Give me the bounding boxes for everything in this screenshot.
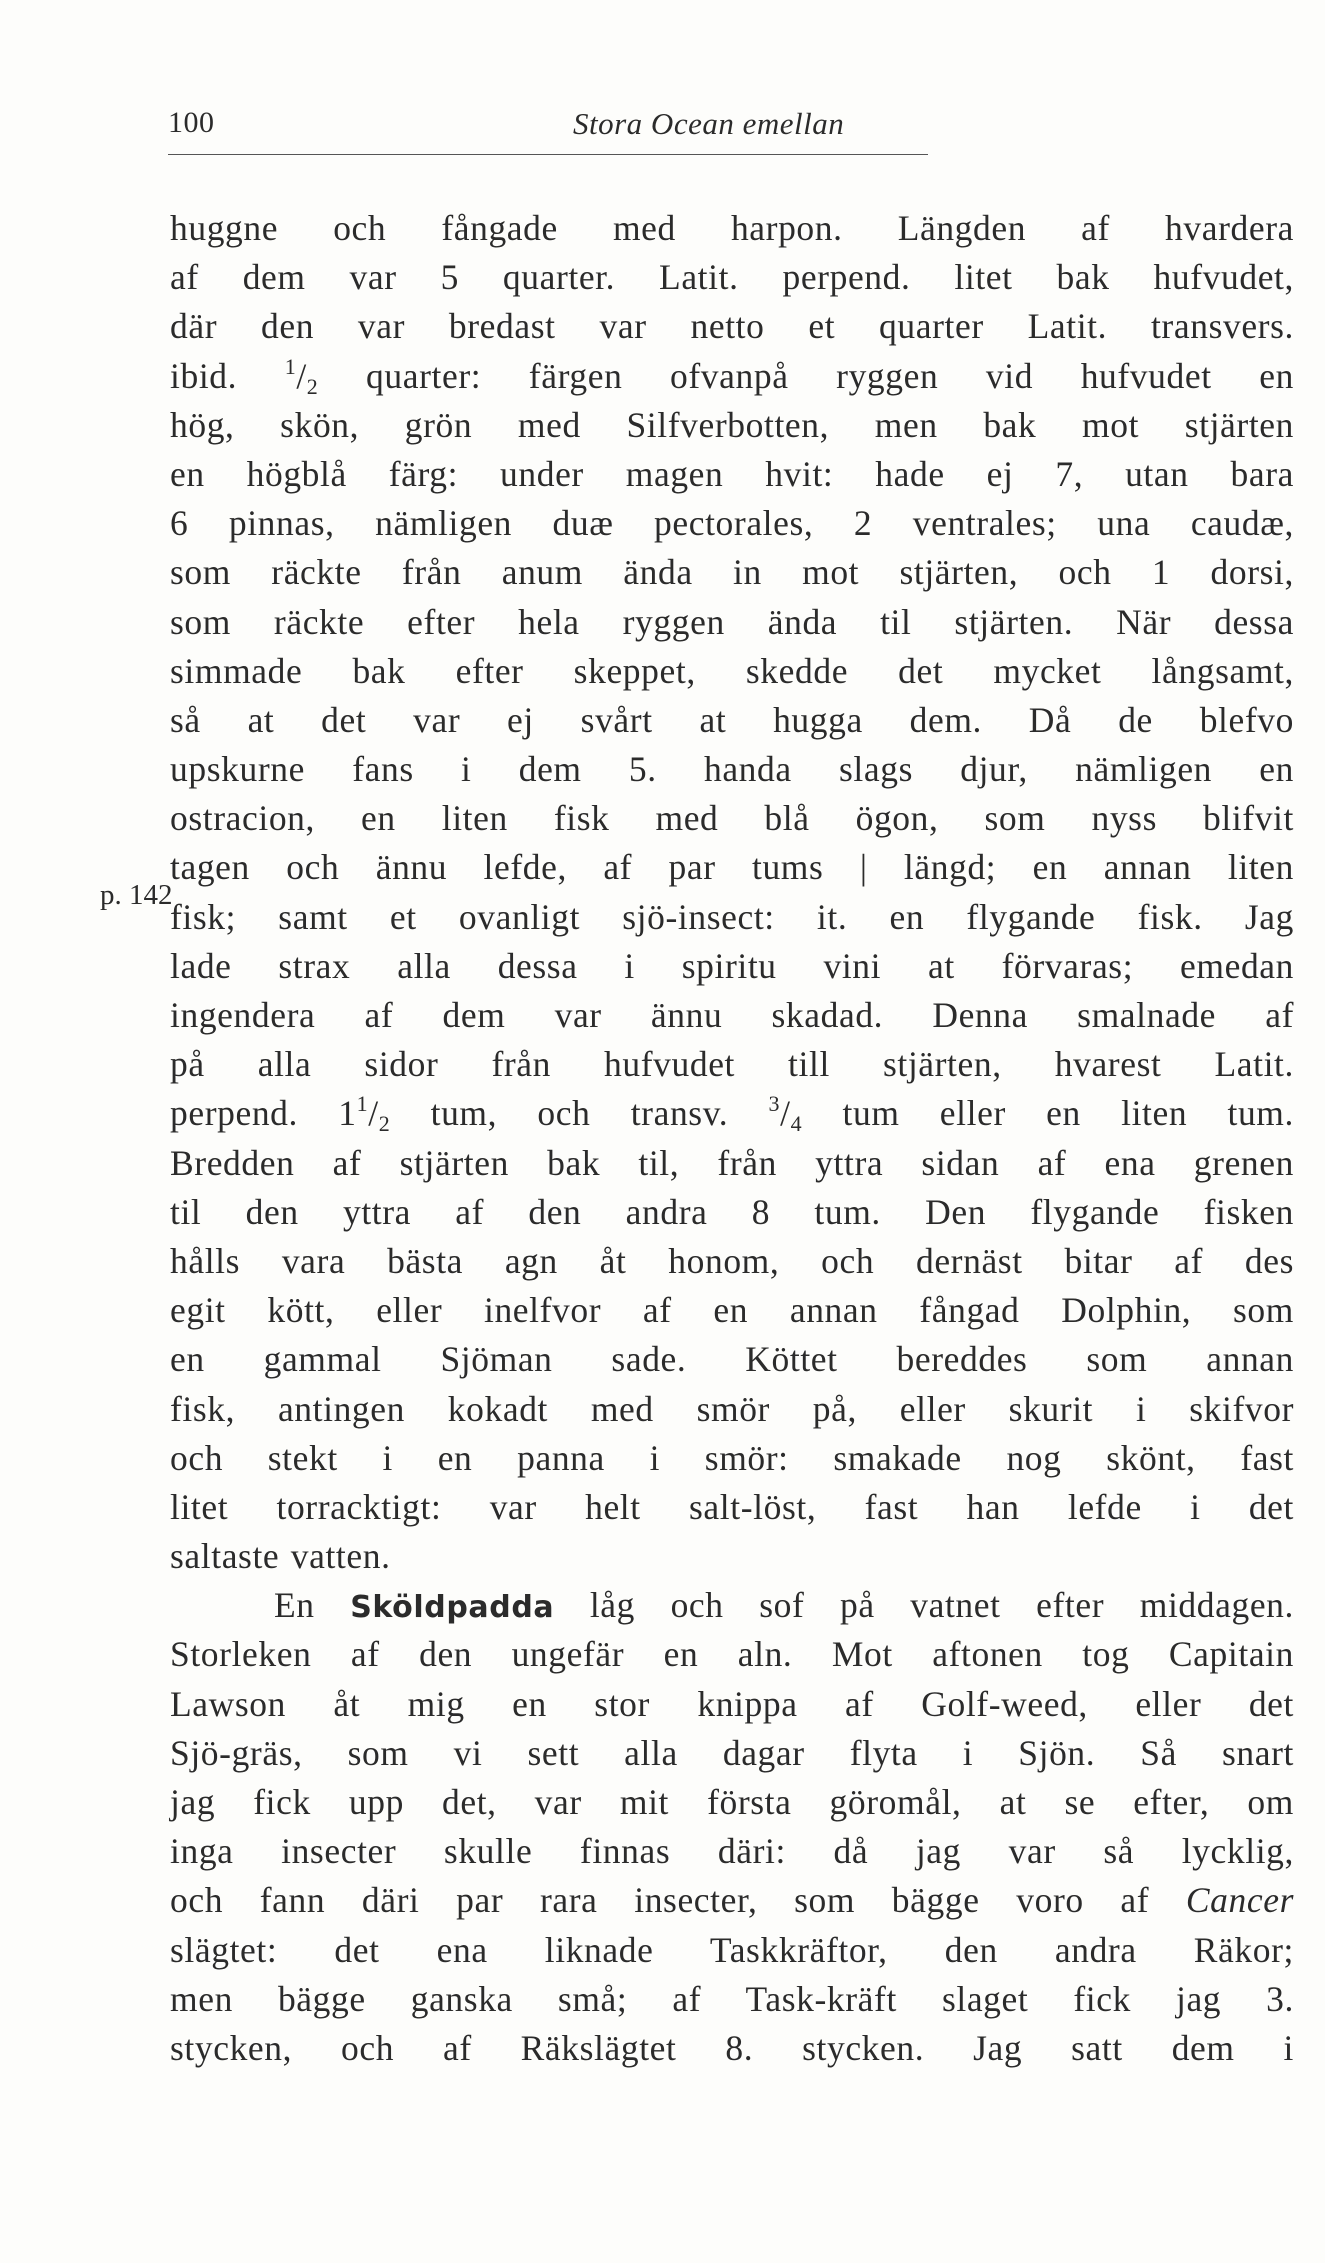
text-line: ingendera af dem var ännu skadad. Denna smalnade af [170,995,1294,1035]
text-fragment: tum eller en liten tum. [842,1093,1294,1134]
header-rule [168,154,928,155]
italic-term: Cancer [1185,1880,1294,1921]
page-number: 100 [168,106,215,139]
text-line: men bägge ganska små; af Task-kräft slaget fick jag 3. [170,1978,1294,2019]
fraction-slash: / [296,355,307,396]
text-fragment: tum, och transv. [430,1093,729,1134]
text-line [170,1089,1294,1138]
emphasized-term: Sköldpadda [350,1590,555,1626]
fraction-numerator: 1 [284,353,297,379]
text-line: lade strax alla dessa i spiritu vini at förvaras; emedan [170,945,1294,986]
text-line: tagen och ännu lefde, af par tums | längd; en annan liten [170,847,1294,888]
text-line: fisk; samt et ovanligt sjö-insect: it. en flygande fisk. Jag [170,896,1294,937]
text-line: som räckte efter hela ryggen ända til stjärten. När dessa [170,601,1294,642]
text-fragment: quarter: färgen ofvanpå ryggen vid hufvudet en [366,355,1294,396]
text-fragment: En [274,1585,315,1626]
margin-page-reference: p. 142 [100,879,173,911]
text-line: en högblå färg: under magen hvit: hade ej 7, utan bara [170,453,1294,494]
fraction-slash: / [780,1093,791,1134]
text-line: som räckte från anum ända in mot stjärten, och 1 dorsi, [170,552,1294,593]
text-fragment: låg och sof på vatnet efter middagen. [589,1585,1294,1626]
fraction-denominator: 2 [378,1111,391,1137]
text-line: hålls vara bästa agn åt honom, och dernäst bitar af des [170,1240,1294,1281]
text-line: Lawson åt mig en stor knippa af Golf-weed, eller det [170,1683,1294,1724]
text-line: litet torracktigt: var helt salt-löst, fast han lefde i det [170,1486,1294,1527]
text-line: egit kött, eller inelfvor af en annan fångad Dolphin, som [170,1290,1294,1331]
text-line: af dem var 5 quarter. Latit. perpend. litet bak hufvudet, [170,257,1294,298]
text-line: simmade bak efter skeppet, skedde det mycket långsamt, [170,650,1294,691]
text-line: fisk, antingen kokadt med smör på, eller skurit i skifvor [170,1388,1294,1429]
fraction-denominator: 2 [306,373,319,399]
text-line: saltaste vatten. [170,1536,391,1577]
text-line: så at det var ej svårt at hugga dem. Då de blefvo [170,699,1294,740]
text-line: inga insecter skulle finnas däri: då jag var så lycklig, [170,1831,1294,1872]
running-title: Stora Ocean emellan [573,106,845,141]
text-fragment: ibid. [170,355,238,396]
text-fragment: och fann däri par rara insecter, som bägge voro af [170,1880,1150,1921]
text-line: Bredden af stjärten bak til, från yttra sidan af ena grenen [170,1142,1294,1183]
text-line: Sjö-gräs, som vi sett alla dagar flyta i Sjön. Så snart [170,1732,1294,1773]
text-line: på alla sidor från hufvudet till stjärten, hvarest Latit. [170,1044,1294,1085]
text-line [170,352,1294,401]
text-line: stycken, och af Räkslägtet 8. stycken. Jag satt dem i [170,2027,1294,2068]
text-line: och stekt i en panna i smör: smakade nog skönt, fast [170,1437,1294,1478]
text-line: ostracion, en liten fisk med blå ögon, som nyss blifvit [170,798,1294,839]
text-line: upskurne fans i dem 5. handa slags djur, nämligen en [170,749,1294,790]
text-line [170,1876,1294,1925]
text-line: en gammal Sjöman sade. Köttet bereddes som annan [170,1339,1294,1380]
text-line [170,1581,1294,1630]
fraction-numerator: 1 [356,1091,369,1117]
fraction-numerator: 3 [768,1091,781,1117]
body-text [170,204,1294,2073]
page-header [168,106,1292,150]
text-line: slägtet: det ena liknade Taskkräftor, den andra Räkor; [170,1929,1294,1970]
fraction-slash: / [368,1093,379,1134]
text-line: hög, skön, grön med Silfverbotten, men bak mot stjärten [170,404,1294,445]
text-line: til den yttra af den andra 8 tum. Den flygande fisken [170,1191,1294,1232]
text-line: huggne och fångade med harpon. Längden af hvardera [170,208,1294,248]
text-line: 6 pinnas, nämligen duæ pectorales, 2 ventrales; una caudæ, [170,503,1294,544]
text-line: Storleken af den ungefär en aln. Mot aftonen tog Capitain [170,1634,1294,1675]
fraction-denominator: 4 [790,1111,803,1137]
text-line: där den var bredast var netto et quarter Latit. transvers. [170,306,1294,347]
text-line: jag fick upp det, var mit första göromål, at se efter, om [170,1782,1294,1822]
text-fragment: perpend. 1 [170,1093,357,1134]
